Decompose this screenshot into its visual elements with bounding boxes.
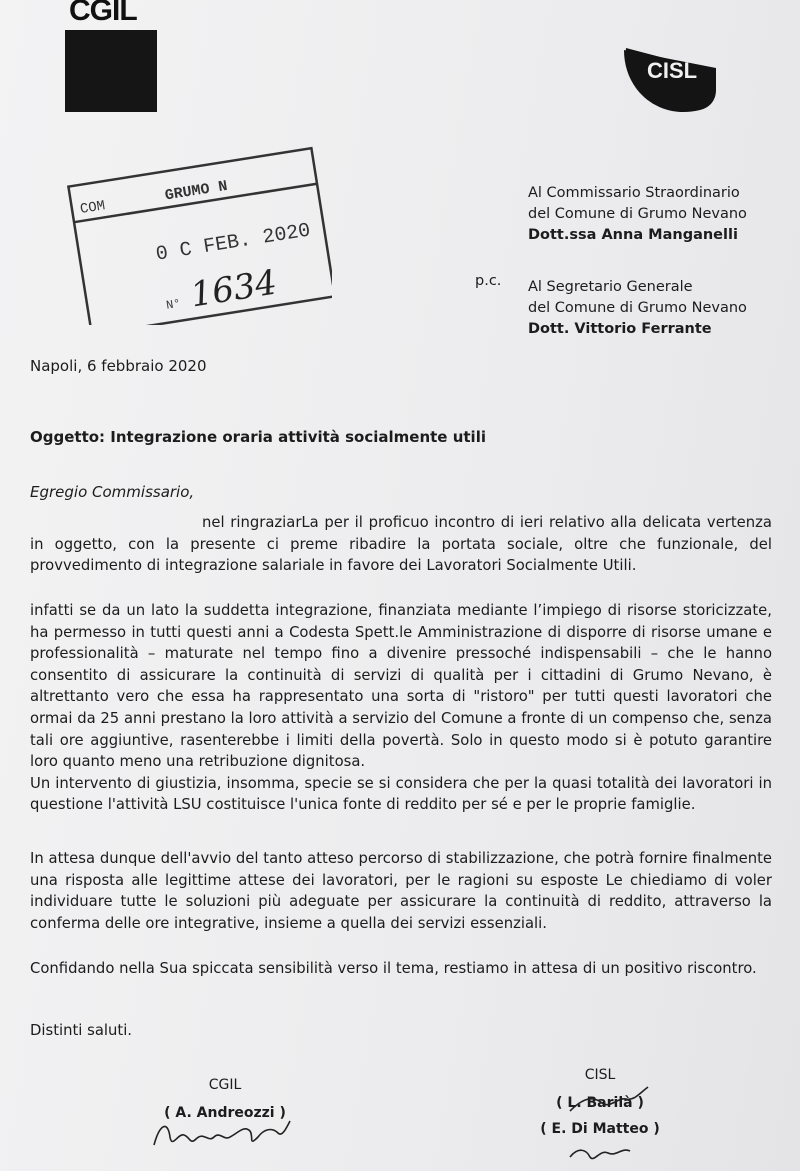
paragraph-1-text: nel ringraziarLa per il proficuo incontro di ieri relativo alla delicata vertenza in oggetto, con la presente ci preme ribadire la portata sociale, oltre che funzionale, del provvedimento di integrazione salariale in favore dei Lavoratori Socialmente Utili.	[30, 514, 772, 575]
cgil-logo-block	[65, 30, 157, 112]
signature-cisl-handwriting	[530, 1077, 670, 1167]
cisl-logo-text: CISL	[646, 58, 698, 83]
closing-text: Distinti saluti.	[30, 1022, 133, 1039]
recipient-line3: Dott.ssa Anna Manganelli	[528, 227, 738, 243]
cgil-logo-text: CGIL	[69, 0, 137, 27]
paragraph-3-text: Un intervento di giustizia, insomma, specie se si considera che per la quasi totalità dei lavoratori in questione l'attività LSU costituisce l'unica fonte di reddito per sé e per le proprie famiglie.	[30, 774, 772, 814]
closing	[30, 1020, 772, 1042]
protocol-stamp	[62, 125, 332, 325]
signature-cgil-org: CGIL	[208, 1077, 242, 1093]
signature-cgil-handwriting	[150, 1115, 300, 1155]
cc-line1: Al Segretario Generale	[528, 279, 693, 295]
stamp-date: 0 C FEB. 2020	[154, 219, 313, 267]
paragraph-4	[30, 848, 772, 934]
signature-cisl-org: CISL	[584, 1067, 616, 1083]
paragraph-5	[30, 958, 772, 980]
letter-date: Napoli, 6 febbraio 2020	[30, 357, 207, 375]
paragraph-2	[30, 600, 772, 816]
salutation: Egregio Commissario,	[30, 483, 195, 501]
stamp-line1-left: COM	[78, 198, 107, 218]
letter-subject: Oggetto: Integrazione oraria attività socialmente utili	[30, 428, 486, 446]
cc-line3: Dott. Vittorio Ferrante	[528, 321, 712, 337]
signature-cisl-name1: ( L. Barilà )	[556, 1095, 644, 1111]
stamp-line1-right: GRUMO N	[163, 177, 229, 205]
cc-label: p.c.	[475, 273, 502, 289]
recipient-line1: Al Commissario Straordinario	[528, 185, 740, 201]
cc-address	[528, 277, 747, 340]
signature-cisl-name2: ( E. Di Matteo )	[540, 1121, 660, 1137]
stamp-number: 1634	[187, 262, 280, 316]
stamp-number-prefix: N°	[165, 296, 182, 313]
paragraph-4-text: In attesa dunque dell'avvio del tanto atteso percorso di stabilizzazione, che potrà fornire finalmente una risposta alle legittime attese dei lavoratori, per le ragioni su esposte Le chiediamo di voler individuare tutte le soluzioni più adeguate per assicurare la continuità di reddito, attraverso la conferma delle ore integrative, insieme a quella dei servizi essenziali.	[30, 850, 772, 932]
paragraph-5-text: Confidando nella Sua spiccata sensibilità verso il tema, restiamo in attesa di un positivo riscontro.	[30, 960, 757, 977]
signature-cgil-name: ( A. Andreozzi )	[164, 1105, 286, 1121]
cisl-logo	[620, 40, 716, 122]
signature-cgil	[150, 1077, 300, 1121]
signature-cisl	[530, 1067, 670, 1137]
cc-line2: del Comune di Grumo Nevano	[528, 300, 747, 316]
recipient-address	[528, 183, 747, 246]
paragraph-1	[30, 512, 772, 577]
recipient-line2: del Comune di Grumo Nevano	[528, 206, 747, 222]
cgil-logo	[65, 0, 157, 112]
paragraph-2-text: infatti se da un lato la suddetta integrazione, finanziata mediante l’impiego di risorse storicizzate, ha permesso in tutti questi anni a Codesta Spett.le Amministrazione di disporre di risorse umane e professionalità – maturate nel tempo fino a divenire pressoché indispensabili – che le hanno consentito di assicurare la continuità di servizi di qualità per i cittadini di Grumo Nevano, è altrettanto vero che essa ha rappresentato una sorta di "ristoro" per tutti questi lavoratori che ormai da 25 anni prestano la loro attività a servizio del Comune a fronte di un compenso che, senza tali ore aggiuntive, rasenterebbe i limiti della povertà. Solo in questo modo si è potuto garantire loro quanto meno una retribuzione dignitosa.	[30, 602, 772, 771]
